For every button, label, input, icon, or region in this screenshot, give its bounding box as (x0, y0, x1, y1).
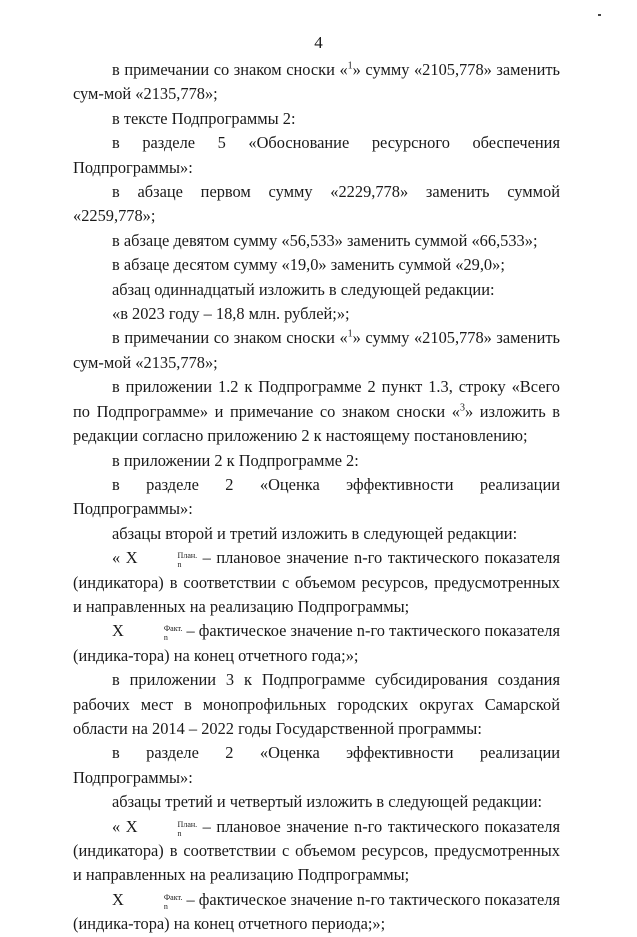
paragraph-11: в приложении 2 к Подпрограмме 2: (112, 450, 359, 470)
paragraph-14: « X План. n – плановое значение n-го тактического показателя (индикатора) в соответствии с объемом ресурсов, предусмотренных и направленных на реализацию Подпрограммы; (73, 548, 560, 616)
document-body (73, 58, 560, 937)
paragraph-16: в приложении 3 к Подпрограмме субсидирования создания рабочих мест в монопрофильных городских округах Самарской области на 2014 – 2022 годы Государственной программы: (73, 670, 560, 738)
page-number: 4 (314, 33, 323, 52)
formula-x-plan: « X План. n (112, 816, 198, 838)
paragraph-18: абзацы третий и четвертый изложить в следующей редакции: (112, 792, 543, 812)
paragraph-17: в разделе 2 «Оценка эффективности реализации Подпрограммы»: (73, 743, 560, 787)
paragraph-1: в примечании со знаком сноски «$^1$» сумму «2105,778» заменить сум-мой «2135,778»; (73, 60, 560, 104)
scan-mark (598, 14, 601, 16)
paragraph-15: X Факт. n – фактическое значение n-го тактического показателя (индика-тора) на конец отчетного года;»; (73, 621, 560, 665)
paragraph-8: «в 2023 году – 18,8 млн. рублей;»; (112, 304, 350, 324)
paragraph-2: в тексте Подпрограммы 2: (112, 108, 296, 128)
paragraph-12: в разделе 2 «Оценка эффективности реализации Подпрограммы»: (73, 474, 560, 519)
paragraph-13: абзацы второй и третий изложить в следующей редакции: (112, 523, 518, 543)
formula-x-fact: X Факт. n (112, 889, 183, 911)
paragraph-5: в абзаце девятом сумму «56,533» заменить суммой «66,533»; (112, 230, 538, 250)
paragraph-6: в абзаце десятом сумму «19,0» заменить суммой «29,0»; (112, 255, 505, 275)
paragraph-20: X Факт. n – фактическое значение n-го тактического показателя (индика-тора) на конец отчетного периода;»; (73, 889, 560, 934)
paragraph-7: абзац одиннадцатый изложить в следующей редакции: (112, 279, 495, 299)
formula-x-fact: X Факт. n (112, 621, 183, 643)
paragraph-9: в примечании со знаком сноски «$^1$» сумму «2105,778» заменить сум-мой «2135,778»; (73, 328, 560, 372)
paragraph-10: в приложении 1.2 к Подпрограмме 2 пункт 1.3, строку «Всего по Подпрограмме» и примечание со знаком сноски «$^3$» изложить в редакции согласно приложению 2 к настоящему постановлению; (73, 377, 561, 446)
paragraph-19: « X План. n – плановое значение n-го тактического показателя (индикатора) в соответствии с объемом ресурсов, предусмотренных и направленных на реализацию Подпрограммы; (73, 816, 560, 885)
formula-x-plan: « X План. n (112, 548, 198, 570)
paragraph-3: в разделе 5 «Обоснование ресурсного обеспечения Подпрограммы»: (73, 133, 560, 177)
paragraph-4: в абзаце первом сумму «2229,778» заменить суммой «2259,778»; (73, 182, 560, 226)
